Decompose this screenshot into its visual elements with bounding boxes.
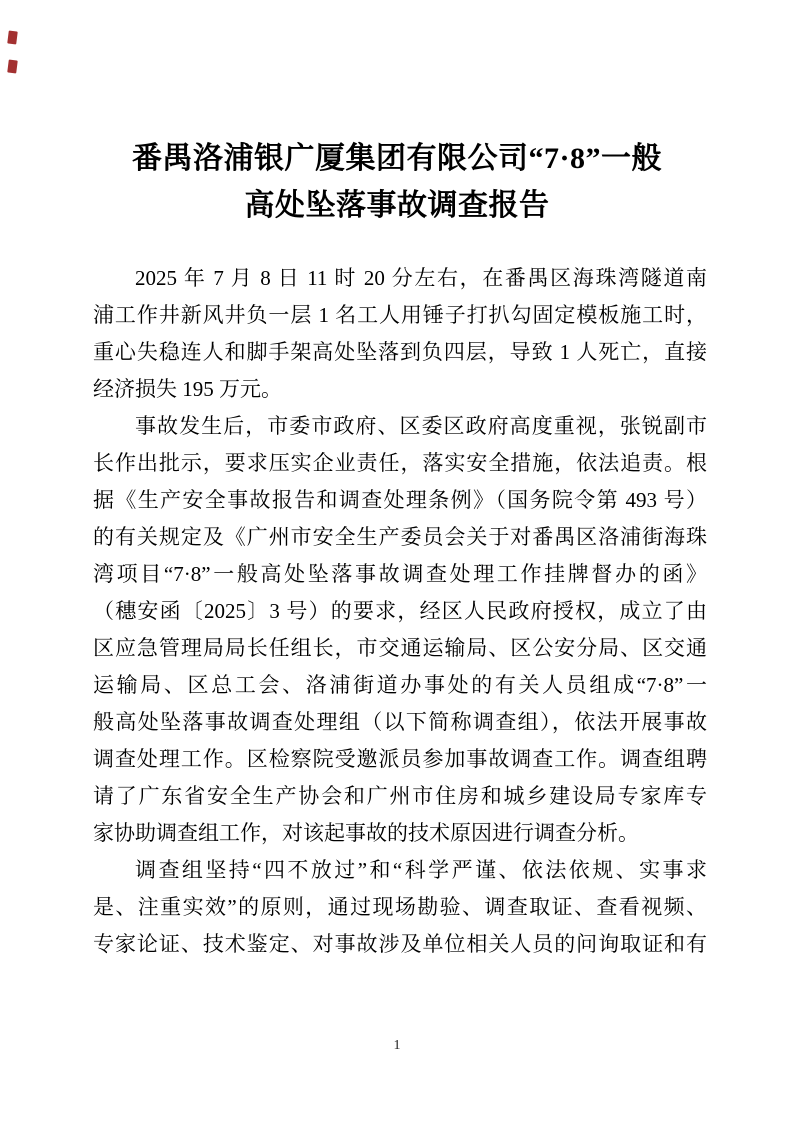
body-line: 湾项目“7·8”一般高处坠落事故调查处理工作挂牌督办的函》 (93, 562, 707, 586)
body-line: 据《生产安全事故报告和调查处理条例》（国务院令第 493 号） (93, 488, 707, 512)
red-proof-mark (7, 31, 18, 45)
body-line: 专家论证、技术鉴定、对事故涉及单位相关人员的问询取证和有 (93, 932, 707, 956)
page-footer (0, 1036, 794, 1054)
body-line: 的有关规定及《广州市安全生产委员会关于对番禺区洛浦街海珠 (93, 525, 707, 549)
body-line: 重心失稳连人和脚手架高处坠落到负四层，导致 1 人死亡，直接 (93, 340, 707, 364)
title-line-1: 番禺洛浦银广厦集团有限公司“7·8”一般 (131, 142, 662, 175)
body-line: 2025 年 7 月 8 日 11 时 20 分左右，在番禺区海珠湾隧道南 (135, 266, 707, 290)
document-title (0, 135, 794, 229)
body-line: 调查处理工作。区检察院受邀派员参加事故调查工作。调查组聘 (93, 747, 707, 771)
body-line: 事故发生后，市委市政府、区委区政府高度重视，张锐副市 (135, 414, 707, 438)
body-line: 请了广东省安全生产协会和广州市住房和城乡建设局专家库专 (93, 784, 707, 808)
body-line: 运输局、区总工会、洛浦街道办事处的有关人员组成“7·8”一 (93, 673, 707, 697)
body-line: 调查组坚持“四不放过”和“科学严谨、依法依规、实事求 (135, 858, 707, 882)
body-line: 经济损失 195 万元。 (93, 377, 282, 401)
body-line: 长作出批示，要求压实企业责任，落实安全措施，依法追责。根 (93, 451, 707, 475)
body-line: 家协助调查组工作，对该起事故的技术原因进行调查分析。 (93, 821, 639, 845)
page-number: 1 (393, 1038, 401, 1053)
document-body (93, 260, 707, 963)
title-line-2: 高处坠落事故调查报告 (244, 189, 550, 222)
red-proof-mark (7, 60, 18, 74)
body-line: 般高处坠落事故调查处理组（以下简称调查组），依法开展事故 (93, 710, 707, 734)
body-line: 浦工作井新风井负一层 1 名工人用锤子打扒勾固定模板施工时， (93, 303, 707, 327)
body-line: 是、注重实效”的原则，通过现场勘验、调查取证、查看视频、 (93, 895, 707, 919)
body-line: （穗安函〔2025〕3 号）的要求，经区人民政府授权，成立了由 (93, 599, 707, 623)
body-line: 区应急管理局局长任组长，市交通运输局、区公安分局、区交通 (93, 636, 707, 660)
